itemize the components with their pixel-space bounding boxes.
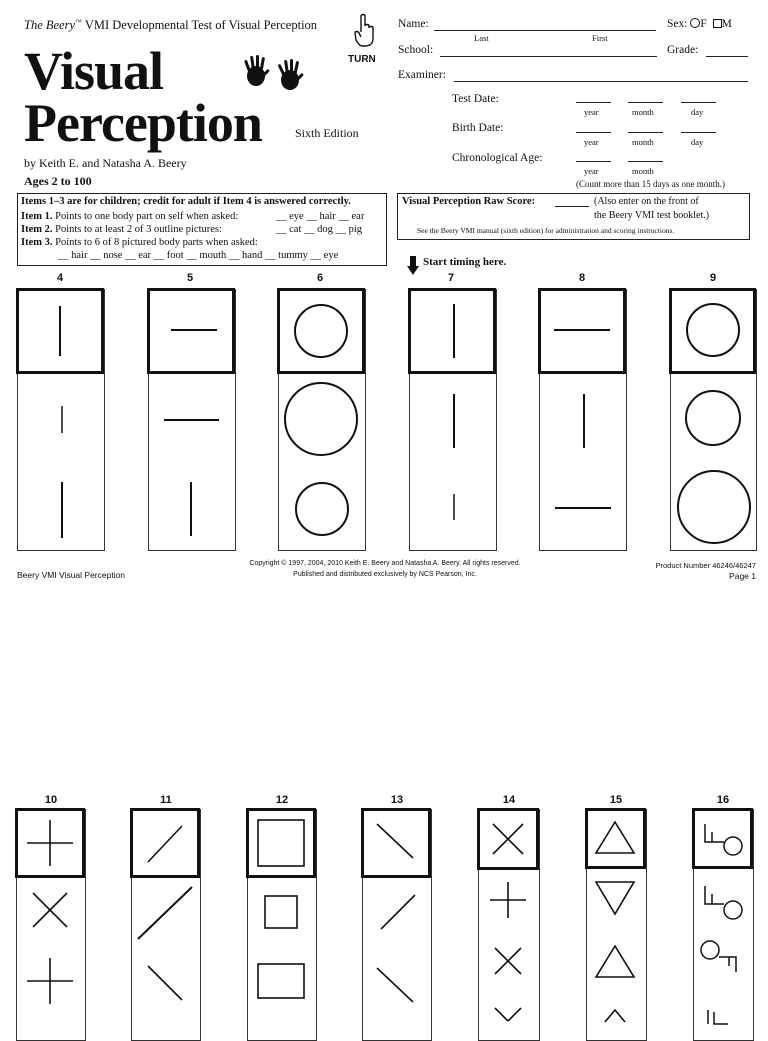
grade-field[interactable] bbox=[706, 56, 748, 57]
item-5-figures bbox=[147, 288, 235, 550]
test-date-month-field[interactable] bbox=[628, 102, 663, 103]
item-3-label: Item 3. bbox=[21, 237, 53, 248]
item-number: 5 bbox=[186, 272, 194, 284]
choice-a[interactable] bbox=[490, 882, 526, 918]
choice-b[interactable] bbox=[377, 968, 413, 1002]
item-number: 15 bbox=[609, 794, 623, 806]
choice-b[interactable] bbox=[701, 941, 736, 972]
item-13-figures bbox=[361, 808, 431, 1024]
edition: Sixth Edition bbox=[295, 126, 359, 140]
last-name-hint: Last bbox=[474, 33, 489, 43]
first-name-hint: First bbox=[592, 33, 608, 43]
test-date-month-hint: month bbox=[632, 107, 654, 117]
birth-date-year-field[interactable] bbox=[576, 132, 611, 133]
item-number: 7 bbox=[447, 272, 455, 284]
start-timing-label: Start timing here. bbox=[423, 256, 507, 268]
item-number: 10 bbox=[44, 794, 58, 806]
name-field[interactable] bbox=[434, 30, 656, 31]
test-date-year-hint: year bbox=[584, 107, 599, 117]
product-number: Product Number 46246/46247 bbox=[655, 561, 756, 570]
score-note-1: (Also enter on the front of bbox=[594, 196, 699, 207]
title-rest: VMI Developmental Test of Visual Perception bbox=[84, 18, 318, 33]
raw-score-field[interactable] bbox=[555, 206, 589, 207]
choice-c[interactable] bbox=[495, 1008, 521, 1021]
title-perception: Perception bbox=[24, 93, 262, 153]
count-note: (Count more than 15 days as one month.) bbox=[576, 179, 725, 189]
male-checkbox[interactable] bbox=[713, 19, 722, 28]
choice-a[interactable] bbox=[705, 886, 742, 919]
item-number: 14 bbox=[502, 794, 516, 806]
test-title bbox=[24, 18, 317, 33]
item-4-figures bbox=[16, 288, 104, 550]
item-10-figures bbox=[15, 808, 85, 1024]
choice-c[interactable] bbox=[605, 1010, 625, 1022]
item-1-options: __ eye __ hair __ ear bbox=[276, 211, 365, 222]
birth-date-month-field[interactable] bbox=[628, 132, 663, 133]
item-3-text: Points to 6 of 8 pictured body parts when asked: bbox=[55, 237, 258, 248]
birth-date-day-field[interactable] bbox=[681, 132, 716, 133]
birth-date-label: Birth Date: bbox=[452, 122, 504, 134]
choice-b[interactable] bbox=[678, 471, 750, 543]
item-number: 13 bbox=[390, 794, 404, 806]
item-8-figures bbox=[538, 288, 626, 550]
trademark: ™ bbox=[75, 18, 82, 26]
choice-b[interactable] bbox=[596, 946, 634, 977]
item-16-figures bbox=[692, 808, 753, 1024]
choice-c[interactable] bbox=[708, 1010, 728, 1024]
choice-a[interactable] bbox=[596, 882, 634, 914]
choice-b[interactable] bbox=[296, 483, 348, 535]
hand-prints-icon bbox=[240, 54, 310, 94]
item-number: 11 bbox=[160, 794, 172, 806]
item-number: 4 bbox=[56, 272, 64, 284]
item-3-options: __ hair __ nose __ ear __ foot __ mouth __ hand __ tummy __ eye bbox=[58, 250, 339, 261]
chron-age-month-hint: month bbox=[632, 166, 654, 176]
ages: Ages 2 to 100 bbox=[24, 174, 92, 188]
item-15-figures bbox=[585, 808, 646, 1024]
item-6-figures bbox=[277, 288, 365, 550]
item-number: 6 bbox=[316, 272, 324, 284]
choice-a[interactable] bbox=[285, 383, 357, 455]
raw-score-label: Visual Perception Raw Score: bbox=[402, 196, 536, 207]
female-option: F bbox=[700, 18, 707, 30]
choice-b[interactable] bbox=[258, 964, 304, 998]
test-date-label: Test Date: bbox=[452, 93, 499, 105]
item-1-text: Points to one body part on self when asked: bbox=[55, 211, 239, 222]
item-9-figures bbox=[669, 288, 756, 550]
page-number: Page 1 bbox=[729, 571, 756, 581]
down-arrow-icon bbox=[407, 256, 419, 276]
item-3 bbox=[21, 237, 258, 248]
item-2-text: Points to at least 2 of 3 outline pictures: bbox=[55, 224, 222, 235]
authors: by Keith E. and Natasha A. Beery bbox=[24, 156, 187, 170]
birth-date-month-hint: month bbox=[632, 137, 654, 147]
choice-a[interactable] bbox=[265, 896, 297, 928]
brand-name: The Beery bbox=[24, 18, 76, 33]
choice-a[interactable] bbox=[381, 895, 415, 929]
item-number: 12 bbox=[275, 794, 289, 806]
chron-age-month-field[interactable] bbox=[628, 161, 663, 162]
items-heading: Items 1–3 are for children; credit for adult if Item 4 is answered correctly. bbox=[21, 196, 351, 207]
school-field[interactable] bbox=[440, 56, 657, 57]
pointing-hand-icon bbox=[354, 14, 376, 50]
score-note-2: the Beery VMI test booklet.) bbox=[594, 210, 710, 221]
item-1 bbox=[21, 211, 238, 222]
test-date-year-field[interactable] bbox=[576, 102, 611, 103]
chron-age-label: Chronological Age: bbox=[452, 152, 543, 164]
footer-left: Beery VMI Visual Perception bbox=[17, 570, 126, 580]
female-radio[interactable] bbox=[690, 18, 700, 28]
chron-age-year-hint: year bbox=[584, 166, 599, 176]
birth-date-year-hint: year bbox=[584, 137, 599, 147]
item-number: 8 bbox=[578, 272, 586, 284]
copyright-line-1: Copyright © 1997, 2004, 2010 Keith E. Beery and Natasha A. Beery. All rights reserved. bbox=[249, 560, 521, 567]
item-number: 16 bbox=[716, 794, 730, 806]
choice-a[interactable] bbox=[686, 391, 740, 445]
copyright-line-2: Published and distributed exclusively by NCS Pearson, Inc. bbox=[293, 571, 477, 578]
name-label: Name: bbox=[398, 18, 429, 30]
item-2 bbox=[21, 224, 222, 235]
grade-label: Grade: bbox=[667, 44, 699, 56]
choice-a[interactable] bbox=[138, 887, 192, 939]
examiner-label: Examiner: bbox=[398, 69, 446, 81]
score-note-3: See the Beery VMI manual (sixth edition) for administration and scoring instructions. bbox=[417, 226, 675, 235]
examiner-field[interactable] bbox=[454, 81, 748, 82]
item-number: 9 bbox=[709, 272, 717, 284]
item-1-label: Item 1. bbox=[21, 211, 53, 222]
choice-b[interactable] bbox=[27, 958, 73, 1004]
test-date-day-field[interactable] bbox=[681, 102, 716, 103]
choice-b[interactable] bbox=[148, 966, 182, 1000]
birth-date-day-hint: day bbox=[691, 137, 704, 147]
item-14-figures bbox=[477, 808, 539, 1024]
item-2-label: Item 2. bbox=[21, 224, 53, 235]
male-option: M bbox=[721, 18, 732, 30]
test-date-day-hint: day bbox=[691, 107, 704, 117]
turn-label: TURN bbox=[348, 54, 376, 65]
school-label: School: bbox=[398, 44, 434, 56]
item-12-figures bbox=[246, 808, 316, 1024]
item-11-figures bbox=[130, 808, 200, 1024]
choice-b[interactable] bbox=[495, 948, 521, 974]
sex-label-text: Sex: bbox=[667, 18, 688, 30]
item-2-options: __ cat __ dog __ pig bbox=[276, 224, 363, 235]
chron-age-year-field[interactable] bbox=[576, 161, 611, 162]
item-7-figures bbox=[408, 288, 496, 550]
choice-a[interactable] bbox=[33, 893, 67, 927]
sex-label bbox=[667, 18, 732, 30]
title-visual: Visual bbox=[24, 41, 164, 101]
